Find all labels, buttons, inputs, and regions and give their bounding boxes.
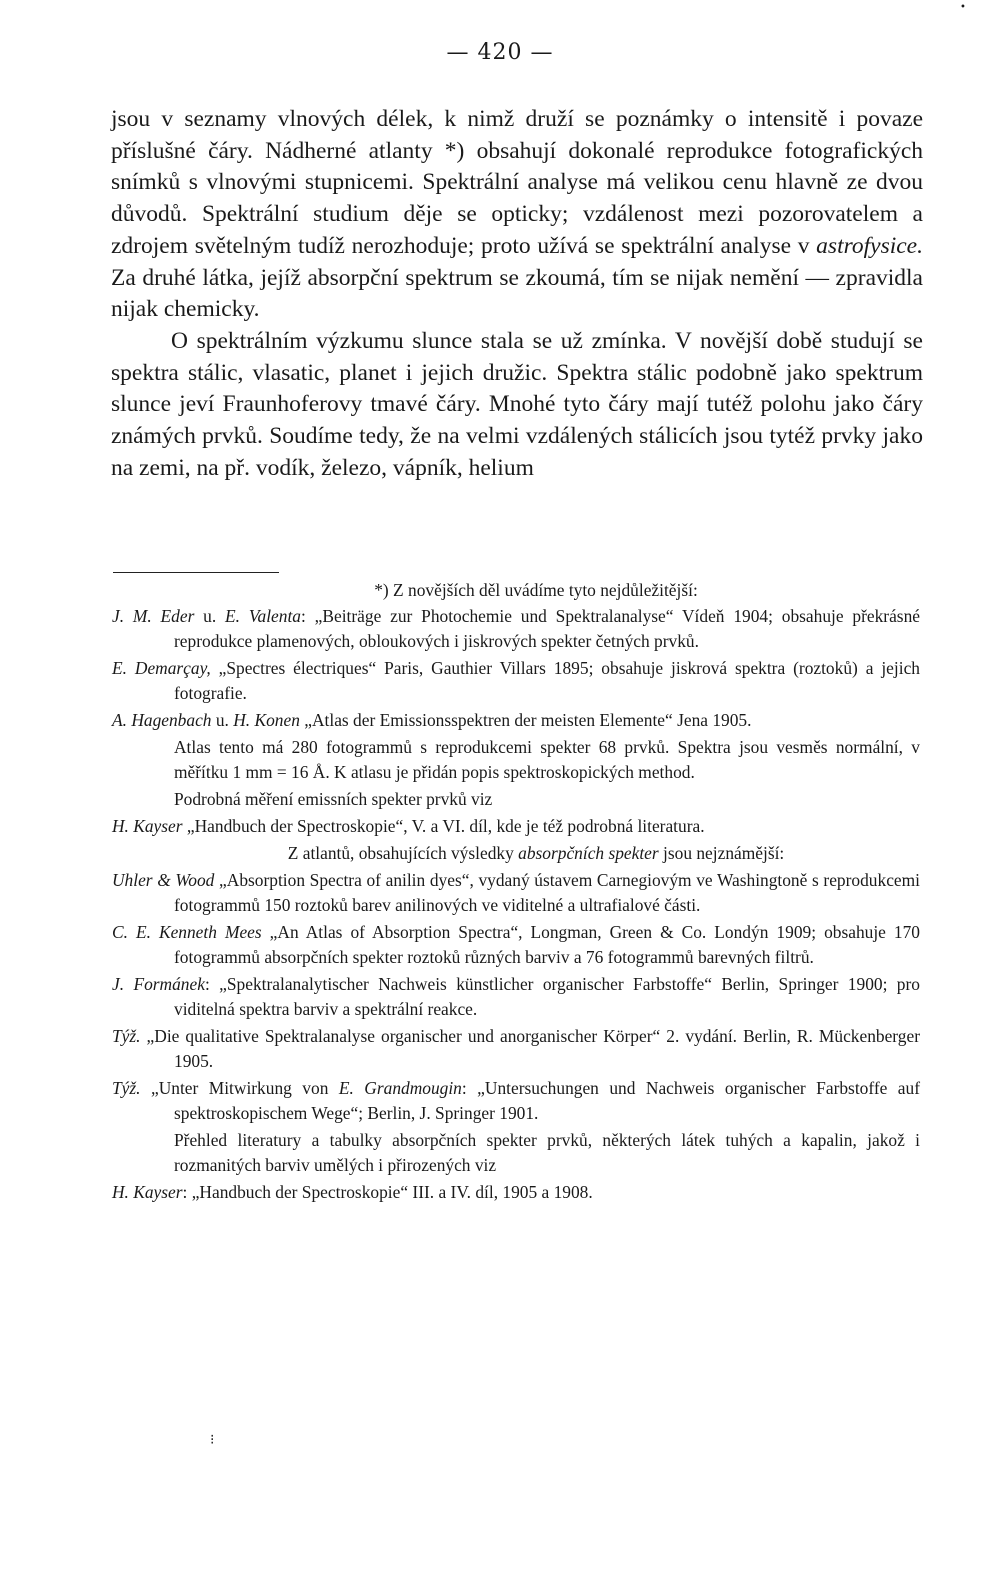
reference-author: H. Kayser <box>112 1182 183 1202</box>
reference-formanek <box>112 972 920 1022</box>
footnote-intro: *) Z novějších děl uvádíme tyto nejdůležitější: <box>374 580 698 600</box>
reference-eder <box>112 604 920 654</box>
atlas-note: Atlas tento má 280 fotogrammů s reprodukcemi spekter 68 prvků. Spektra jsou vesměs normální, v měřítku 1 mm = 16 Å. K atlasu je přidán popis spektroskopických method. <box>174 737 920 782</box>
paragraph-1-text-b: Za druhé látka, jejíž absorpční spektrum se zkoumá, tím se nijak nemění — zpravidla nijak chemicky. <box>111 264 923 323</box>
reference-tyz-2 <box>112 1076 920 1126</box>
reference-author: C. E. Kenneth Mees <box>112 922 262 942</box>
reference-conjunction: u. <box>194 606 226 626</box>
speck-mark: • <box>960 2 966 13</box>
paragraph-1-text-a: jsou v seznamy vlnových délek, k nimž druží se poznámky o intensitě i povaze příslušné čáry. Nádherné atlanty *) obsahují dokonalé reprodukce fotografických snímků s vlnovými stupnicemi. Spektrální analyse má velikou cenu hlavně ze dvou důvodů. Spektrální studium děje se opticky; vzdálenost mezi pozorovatelem a zdrojem světelným tudíž nerozhoduje; proto užívá se spektrální analyse v <box>111 106 923 259</box>
absorption-intro-emphasis: absorpčních spekter <box>518 843 659 863</box>
reference-author: H. Kayser <box>112 816 183 836</box>
reference-text: : „Untersuchungen und Nachweis organischer Farbstoffe auf spektroskopischem Wege“; Berlin, J. Springer 1901. <box>174 1078 921 1123</box>
reference-text: „Handbuch der Spectroskopie“, V. a VI. díl, kde je též podrobná literatura. <box>182 816 705 836</box>
footnotes <box>112 578 920 1207</box>
reference-kayser-2 <box>112 1180 920 1205</box>
reference-author: Uhler & Wood <box>112 870 215 890</box>
absorption-intro-text-a: Z atlantů, obsahujících výsledky <box>287 843 519 863</box>
reference-author: J. Formánek <box>112 974 205 994</box>
absorption-intro <box>112 841 920 866</box>
reference-text: „Die qualitative Spektralanalyse organischer und anorganischer Körper“ 2. vydání. Berlin, R. Mückenberger 1905. <box>140 1026 920 1071</box>
reference-text: „Spectres électriques“ Paris, Gauthier Villars 1895; obsahuje jiskrová spektra (roztoků) a jejich fotografie. <box>174 658 920 703</box>
reference-uhler-wood <box>112 868 920 918</box>
reference-kayser <box>112 814 920 839</box>
reference-coauthor: E. Grandmougin <box>338 1078 462 1098</box>
stray-mark: ⁝ <box>210 1432 215 1448</box>
reference-mees <box>112 920 920 970</box>
measure-note: Podrobná měření emissních spekter prvků viz <box>174 789 493 809</box>
reference-author: Týž. <box>112 1078 141 1098</box>
reference-text: „Atlas der Emissionsspektren der meisten Elemente“ Jena 1905. <box>299 710 752 730</box>
reference-author: E. Valenta <box>225 606 302 626</box>
page-number: — 420 — <box>446 40 554 65</box>
reference-text: : „Beiträge zur Photochemie und Spektralanalyse“ Vídeň 1904; obsahuje překrásné reprodukce plamenových, obloukových i jiskrových spekter četných prvků. <box>174 606 920 651</box>
body-text <box>111 104 923 484</box>
reference-author: A. Hagenbach <box>112 710 212 730</box>
reference-demarcay <box>112 656 920 706</box>
reference-author: J. M. Eder <box>112 606 195 626</box>
reference-text: : „Spektralanalytischer Nachweis künstlicher organischer Farbstoffe“ Berlin, Springer 1900; pro viditelná spektra barviv a spektrální reakce. <box>174 974 920 1019</box>
reference-author: H. Konen <box>233 710 300 730</box>
paragraph-2: O spektrálním výzkumu slunce stala se už zmínka. V novější době studují se spektra stálic, vlasatic, planet i jejich družic. Spektra stálic podobně jako spektrum slunce jeví Fraunhoferovy tmavé čáry. Mnohé tyto čáry mají tutéž polohu jako čáry známých prvků. Soudíme tedy, že na velmi vzdálených stálicích jsou tytéž prvky jako na zemi, na př. vodík, železo, vápník, helium <box>111 327 923 481</box>
reference-hagenbach <box>112 708 920 733</box>
reference-conjunction: u. <box>211 710 234 730</box>
reference-author: E. Demarçay, <box>112 658 211 678</box>
reference-text: : „Handbuch der Spectroskopie“ III. a IV. díl, 1905 a 1908. <box>182 1182 593 1202</box>
reference-author: Týž. <box>112 1026 141 1046</box>
reference-tyz-1 <box>112 1024 920 1074</box>
absorption-intro-text-b: jsou nejznámější: <box>658 843 785 863</box>
paragraph-1 <box>111 104 923 326</box>
reference-text: „Absorption Spectra of anilin dyes“, vydaný ústavem Carnegiovým ve Washingtoně s reprodukcemi fotogrammů 150 roztoků barev anilinových ve viditelné a ultrafialové části. <box>174 870 920 915</box>
reference-text: „Unter Mitwirkung von <box>140 1078 339 1098</box>
reference-text: „An Atlas of Absorption Spectra“, Longman, Green & Co. Londýn 1909; obsahuje 170 fotogrammů absorpčních spekter roztoků různých barviv a 76 fotogrammů barevných filtrů. <box>174 922 920 967</box>
astrofysice-emphasis: astrofysice. <box>816 232 923 259</box>
footnote-rule <box>113 572 279 573</box>
overview-note: Přehled literatury a tabulky absorpčních spekter prvků, některých látek tuhých a kapalin, jakož i rozmanitých barviv umělých i přirozených viz <box>174 1130 920 1175</box>
